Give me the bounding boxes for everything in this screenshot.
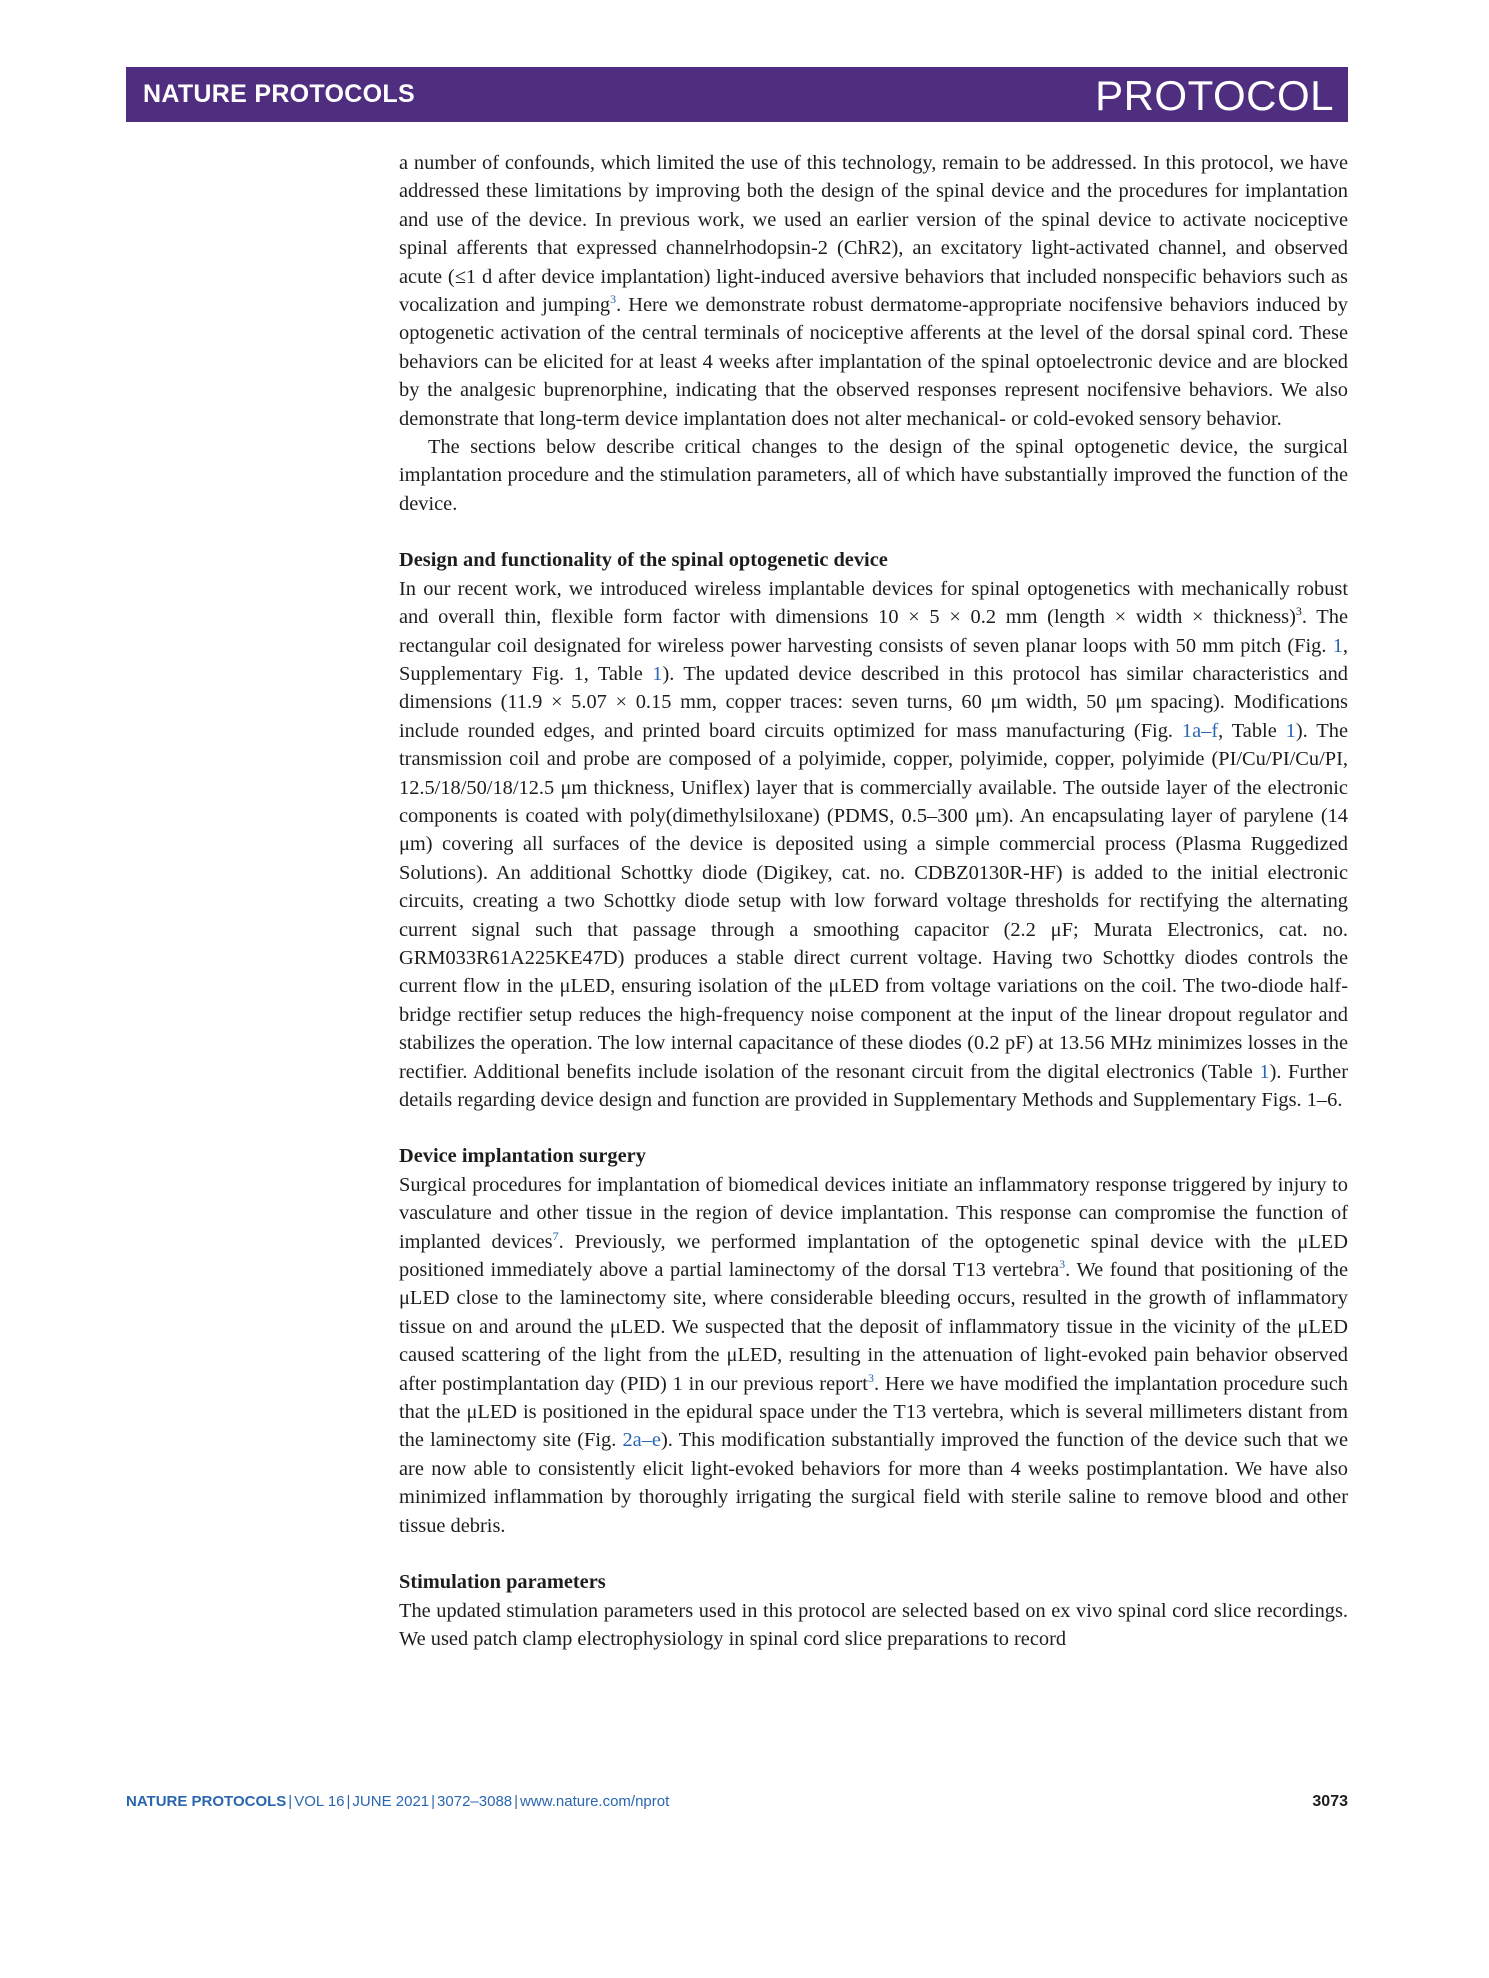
page-footer <box>126 1793 1348 1811</box>
reference-link[interactable]: 7 <box>552 1228 559 1243</box>
reference-link[interactable]: 3 <box>1059 1257 1066 1272</box>
footer-journal-url[interactable]: www.nature.com/nprot <box>520 1793 670 1810</box>
section-heading-design: Design and functionality of the spinal optogenetic device <box>399 549 888 572</box>
page-number: 3073 <box>1312 1793 1348 1810</box>
footer-date: JUNE 2021 <box>352 1793 430 1810</box>
paragraph-design: In our recent work, we introduced wireless implantable devices for spinal optogenetics with mechanically robust and overall thin, flexible form factor with dimensions 10 × 5 × 0.2 mm (length × width × thickness)$^3$. The rectangular coil designated for wireless power harvesting consists of seven planar loops with 50 mm pitch (Fig. 1, Supplementary Fig. 1, Table 1). The updated device described in this protocol has similar characteristics and dimensions (11.9 × 5.07 × 0.15 mm, copper traces: seven turns, 60 μm width, 50 μm spacing). Modifications include rounded edges, and printed board circuits optimized for mass manufacturing (Fig. 1a–f, Table 1). The transmission coil and probe are composed of a polyimide, copper, polyimide, copper, polyimide (PI/Cu/PI/Cu/PI, 12.5/18/50/18/12.5 μm thickness, Uniflex) layer that is commercially available. The outside layer of the electronic components is coated with poly(dimethylsiloxane) (PDMS, 0.5–300 μm). An encapsulating layer of parylene (14 μm) covering all surfaces of the device is deposited using a simple commercial process (Plasma Ruggedized Solutions). An additional Schottky diode (Digikey, cat. no. CDBZ0130R-HF) is added to the initial electronic circuits, creating a two Schottky diode setup with low forward voltage thresholds for rectifying the alternating current signal such that passage through a smoothing capacitor (2.2 μF; Murata Electronics, cat. no. GRM033R61A225KE47D) produces a stable direct current voltage. Having two Schottky diodes controls the current flow in the μLED, ensuring isolation of the μLED from voltage variations on the coil. The two-diode half-bridge rectifier setup reduces the high-frequency noise component at the input of the linear dropout regulator and stabilizes the operation. The low internal capacitance of these diodes (0.2 pF) at 13.56 MHz minimizes losses in the rectifier. Additional benefits include isolation of the resonant circuit from the digital electronics (Table 1). Further details regarding device design and function are provided in Supplementary Methods and Supplementary Figs. 1–6. <box>399 577 1349 1111</box>
paragraph-intro: a number of confounds, which limited the use of this technology, remain to be addressed. In this protocol, we have addressed these limitations by improving both the design of the spinal device and the procedures for implantation and use of the device. In previous work, we used an earlier version of the spinal device to activate nociceptive spinal afferents that expressed channelrhodopsin-2 (ChR2), an excitatory light-activated channel, and observed acute (≤1 d after device implantation) light-induced aversive behaviors that included nonspecific behaviors such as vocalization and jumping$^3$. Here we demonstrate robust dermatome-appropriate nocifensive behaviors induced by optogenetic activation of the central terminals of nociceptive afferents at the level of the dorsal spinal cord. These behaviors can be elicited for at least 4 weeks after implantation of the spinal optoelectronic device and are blocked by the analgesic buprenorphine, indicating that the observed responses represent nocifensive behaviors. We also demonstrate that long-term device implantation does not alter mechanical- or cold-evoked sensory behavior. <box>399 152 1348 430</box>
footer-volume: VOL 16 <box>294 1793 345 1810</box>
reference-link[interactable]: 3 <box>610 292 617 307</box>
journal-name: NATURE PROTOCOLS <box>143 80 415 108</box>
figure-link[interactable]: 1a–f <box>1181 719 1219 742</box>
table-link[interactable]: 1 <box>652 662 663 685</box>
section-heading-surgery: Device implantation surgery <box>399 1145 646 1168</box>
footer-journal: NATURE PROTOCOLS <box>126 1793 287 1810</box>
table-link[interactable]: 1 <box>1285 719 1296 742</box>
section-heading-stimulation: Stimulation parameters <box>399 1571 606 1594</box>
footer-pages: 3072–3088 <box>437 1793 513 1810</box>
footer-citation: NATURE PROTOCOLS | VOL 16 | JUNE 2021 | 3072–3088 | www.nature.com/nprot <box>126 1793 670 1810</box>
figure-link[interactable]: 2a–e <box>622 1429 661 1452</box>
article-type-label: PROTOCOL <box>1095 71 1334 119</box>
article-body <box>399 149 1348 1653</box>
reference-superscript: 3 <box>1295 604 1302 619</box>
reference-link[interactable]: 3 <box>867 1370 874 1385</box>
table-link[interactable]: 1 <box>1259 1060 1270 1083</box>
journal-header-bar <box>126 67 1348 122</box>
paragraph-stimulation: The updated stimulation parameters used in this protocol are selected based on ex vivo spinal cord slice recordings. We used patch clamp electrophysiology in spinal cord slice preparations to record <box>399 1599 1348 1650</box>
paragraph-sections-overview: The sections below describe critical changes to the design of the spinal optogenetic device, the surgical implantation procedure and the stimulation parameters, all of which have substantially improved the function of the device. <box>399 436 1348 515</box>
figure-link[interactable]: 1 <box>1332 634 1343 657</box>
paragraph-surgery: Surgical procedures for implantation of biomedical devices initiate an inflammatory response triggered by injury to vasculature and other tissue in the region of device implantation. This response can compromise the function of implanted devices$^7$. Previously, we performed implantation of the optogenetic spinal device with the μLED positioned immediately above a partial laminectomy of the dorsal T13 vertebra$^3$. We found that positioning of the μLED close to the laminectomy site, where considerable bleeding occurs, resulted in the growth of inflammatory tissue on and around the μLED. We suspected that the deposit of inflammatory tissue in the vicinity of the μLED caused scattering of the light from the μLED, resulting in the attenuation of light-evoked pain behavior observed after postimplantation day (PID) 1 in our previous report$^3$. Here we have modified the implantation procedure such that the μLED is positioned in the epidural space under the T13 vertebra, which is several millimeters distant from the laminectomy site (Fig. 2a–e). This modification substantially improved the function of the device such that we are now able to consistently elicit light-evoked behaviors for more than 4 weeks postimplantation. We have also minimized inflammation by thoroughly irrigating the surgical field with sterile saline to remove blood and other tissue debris. <box>399 1173 1348 1537</box>
